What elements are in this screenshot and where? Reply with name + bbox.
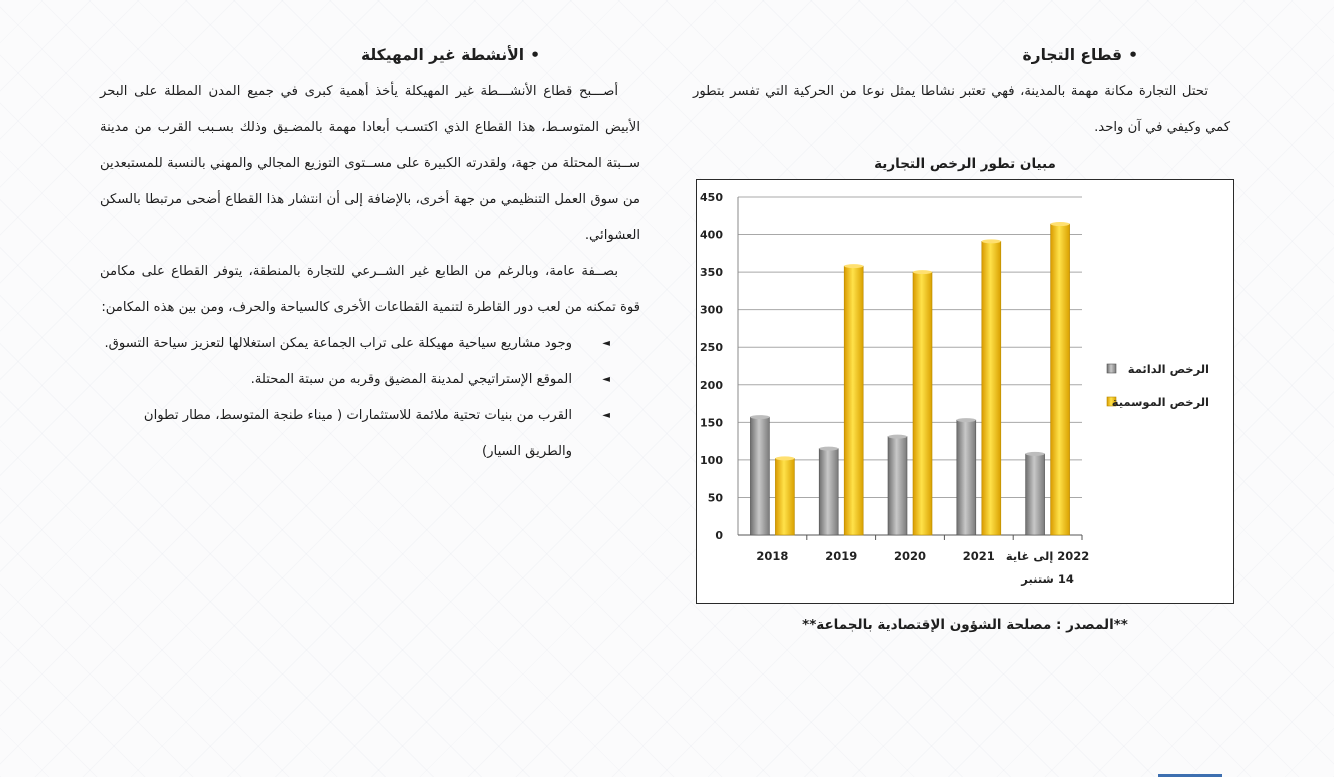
bar-seasonal	[982, 241, 1001, 535]
commerce-paragraph: تحتل التجارة مكانة مهمة بالمدينة، فهي تعتبر نشاطا يمثل نوعا من الحركية التي تفسر بتطور كمي وكيفي في آن واحد.	[693, 84, 1230, 135]
list-item: ◄ الموقع الإستراتيجي لمدينة المضيق وقربه من سبتة المحتلة.	[100, 362, 610, 398]
informal-paragraph-2: بصــفة عامة، وبالرغم من الطابع غير الشــرعي للتجارة بالمنطقة، يتوفر القطاع على مكامن قوة تمكنه من لعب دور القاطرة لتنمية القطاعات الأخرى كالسياحة والحرف، ومن بين هذه المكامن:	[100, 264, 640, 315]
bar-top-cap	[1026, 452, 1045, 456]
bar-chart	[697, 180, 1233, 603]
chart-source: **المصدر : مصلحة الشؤون الإقتصادية بالجماعة**	[802, 617, 1128, 633]
bar-top-cap	[913, 270, 932, 274]
triangle-marker-icon: ◄	[602, 338, 610, 349]
y-tick-label: 250	[700, 341, 723, 355]
y-tick-label: 350	[700, 266, 723, 280]
x-tick-label: 14 شتنبر	[1021, 572, 1074, 586]
bar-seasonal	[1051, 224, 1070, 535]
legend-label: الرخص الدائمة	[1127, 362, 1209, 376]
commerce-section	[693, 46, 1238, 146]
y-tick-label: 50	[707, 491, 723, 505]
bar-permanent	[957, 420, 976, 535]
informal-heading-text: الأنشطة غير المهيكلة	[360, 46, 525, 64]
informal-paragraph-1: أصـــبح قطاع الأنشـــطة غير المهيكلة يأخذ أهمية كبرى في جميع المدن المطلة على البحر الأبيض المتوسـط، هذا القطاع الذي اكتسـب أبعادا مهمة بالمضـيق وذلك بسـبب القرب من مدينة ســبتة المحتلة من جهة، ولقدرته الكبيرة على مســتوى التوزيع المجالي والمهني بالنسبة للمستبعدين من سوق العمل التنظيمي من جهة أخرى، بالإضافة إلى أن انتشار هذا القطاع أضحى مرتبطا بالسكن العشوائي.	[100, 84, 640, 243]
informal-heading	[100, 46, 640, 64]
triangle-marker-icon: ◄	[602, 410, 610, 421]
bar-top-cap	[775, 456, 794, 460]
y-tick-label: 300	[700, 303, 723, 317]
heading-bullet: •	[530, 46, 540, 64]
bar-seasonal	[913, 272, 932, 535]
chart-container	[696, 179, 1234, 604]
bar-top-cap	[957, 418, 976, 422]
x-tick-label: 2019	[825, 549, 858, 563]
bar-seasonal	[775, 458, 794, 535]
triangle-marker-icon: ◄	[602, 374, 610, 385]
bar-top-cap	[982, 239, 1001, 243]
list-item: ◄ القرب من بنيات تحتية ملائمة للاستثمارات ( ميناء طنجة المتوسط، مطار تطوان والطريق السيار)	[100, 398, 610, 470]
bar-top-cap	[844, 264, 863, 268]
legend-swatch-permanent	[1107, 364, 1116, 373]
legend-label: الرخص الموسمية	[1111, 395, 1209, 409]
y-tick-label: 200	[700, 378, 723, 392]
bar-top-cap	[1051, 222, 1070, 226]
bar-seasonal	[844, 266, 863, 535]
bar-permanent	[888, 437, 907, 535]
informal-section	[100, 46, 640, 470]
x-tick-label: 2018	[756, 549, 789, 563]
bar-top-cap	[888, 435, 907, 439]
bar-top-cap	[750, 415, 769, 419]
x-tick-label: 2022 إلى غاية	[1005, 549, 1090, 563]
x-tick-label: 2020	[893, 549, 927, 563]
y-tick-label: 100	[700, 453, 723, 467]
list-item: ◄ وجود مشاريع سياحية مهيكلة على تراب الجماعة يمكن استغلالها لتعزيز سياحة التسوق.	[100, 326, 610, 362]
chart-title: مبيان تطور الرخص التجارية	[874, 156, 1056, 172]
commerce-heading-text: قطاع التجارة	[1022, 46, 1123, 64]
y-tick-label: 400	[700, 228, 723, 242]
commerce-heading	[693, 46, 1238, 64]
y-tick-label: 450	[700, 191, 723, 204]
bar-permanent	[1026, 454, 1045, 535]
bar-top-cap	[819, 447, 838, 451]
y-tick-label: 0	[715, 529, 723, 542]
y-tick-label: 150	[700, 416, 723, 430]
heading-bullet: •	[1128, 46, 1138, 64]
bar-permanent	[750, 417, 769, 535]
x-tick-label: 2021	[962, 549, 995, 563]
bar-permanent	[819, 449, 838, 535]
strengths-list	[100, 326, 640, 470]
